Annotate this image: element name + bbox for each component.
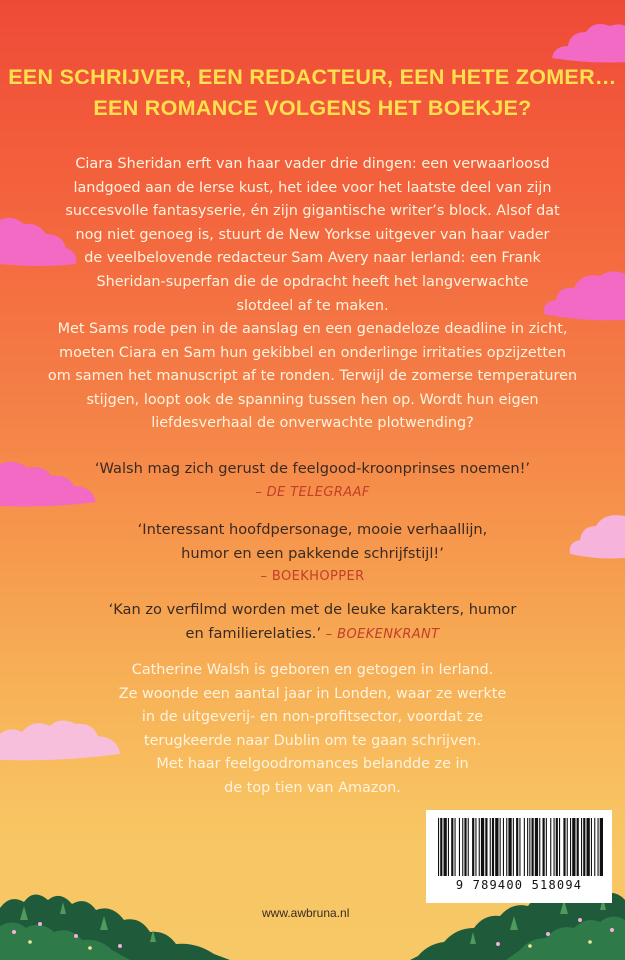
review-quote-2 (0, 518, 625, 589)
blurb-line: liefdesverhaal de onverwachte plotwending? (151, 415, 474, 432)
quote-text: ‘Kan zo verfilmd worden met de leuke karakters, humor (108, 601, 517, 618)
blurb-line: Met Sams rode pen in de aanslag en een genadeloze deadline in zicht, (57, 321, 568, 337)
bio-line: terugkeerde naar Dublin om te gaan schrijven. (143, 732, 482, 749)
quote-source: – BOEKHOPPER (260, 569, 365, 585)
bio-line: Ze woonde een aantal jaar in Londen, waar ze werkte (118, 685, 507, 702)
blurb-line: succesvolle fantasyserie, én zijn gigantische writer’s block. Alsof dat (65, 203, 560, 220)
cloud-top-right (548, 18, 625, 66)
blurb-line: Sheridan-superfan die de opdracht heeft het langverwachte (96, 273, 529, 290)
quote-text: humor en een pakkende schrijfstijl!’ (181, 544, 444, 562)
quote-source: – BOEKENKRANT (325, 626, 440, 642)
publisher-website: www.awbruna.nl (262, 906, 350, 920)
blurb-line: stijgen, loopt ook de spanning tussen hen op. Wordt hun eigen (86, 391, 539, 408)
blurb-line: slotdeel af te maken. (236, 297, 389, 314)
blurb-line: om samen het manuscript af te ronden. Terwijl de zomerse temperaturen (47, 368, 578, 385)
author-bio (0, 659, 625, 801)
quote-text: en familierelaties.’ (185, 624, 322, 642)
bio-line: de top tien van Amazon. (224, 779, 401, 796)
blurb-line: nog niet genoeg is, stuurt de New Yorkse uitgever van haar vader (75, 226, 550, 243)
blurb-line: Ciara Sheridan erft van haar vader drie dingen: een verwaarloosd (75, 156, 550, 172)
headline-line-1: EEN SCHRIJVER, EEN REDACTEUR, EEN HETE ZOMER… (8, 65, 617, 89)
headline-line-2: EEN ROMANCE VOLGENS HET BOEKJE? (93, 96, 532, 120)
bio-line: Met haar feelgoodromances belandde ze in (156, 756, 469, 773)
bio-line: in de uitgeverij- en non-profitsector, voordat ze (141, 709, 484, 726)
quote-text-with-source (0, 622, 625, 647)
blurb-line: moeten Ciara en Sam hun gekibbel en onderlinge irritaties opzijzetten (59, 344, 566, 361)
quote-text: ‘Walsh mag zich gerust de feelgood-kroonprinses noemen!’ (94, 460, 531, 477)
blurb-paragraph-2 (0, 318, 625, 436)
review-quote-1 (0, 457, 625, 504)
blurb-line: de veelbelovende redacteur Sam Avery naar Ierland: een Frank (84, 250, 541, 267)
quote-text: ‘Interessant hoofdpersonage, mooie verhaallijn, (137, 521, 488, 538)
blurb-line: landgoed aan de Ierse kust, het idee voor het laatste deel van zijn (73, 179, 552, 196)
review-quote-3 (0, 598, 625, 646)
headline (0, 62, 625, 124)
bio-line: Catherine Walsh is geboren en getogen in Ierland. (131, 662, 494, 678)
isbn-number: 9 789400 518094 (455, 878, 583, 892)
quote-source: – DE TELEGRAAF (255, 484, 370, 500)
blurb-paragraph-1 (0, 153, 625, 318)
